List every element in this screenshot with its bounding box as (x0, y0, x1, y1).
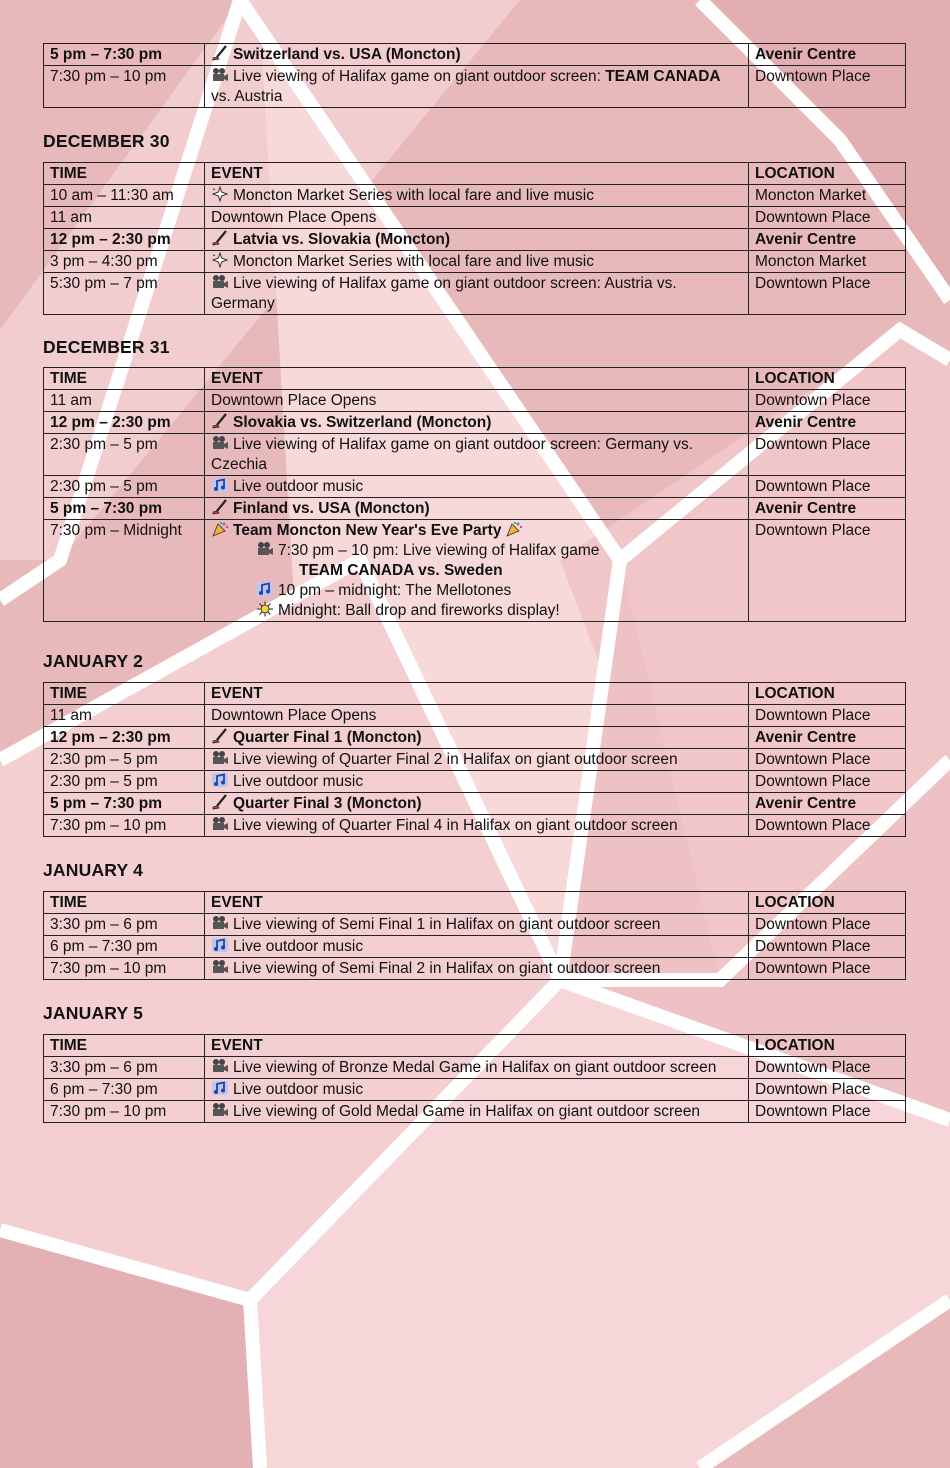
fireworks-icon (256, 601, 274, 617)
time-cell: 5 pm – 7:30 pm (44, 44, 205, 66)
event-text: Downtown Place Opens (211, 392, 377, 409)
time-cell: 3 pm – 4:30 pm (44, 251, 205, 273)
location-cell: Avenir Centre (749, 229, 906, 251)
time-cell: 3:30 pm – 6 pm (44, 914, 205, 936)
time-cell: 11 am (44, 390, 205, 412)
location-cell: Downtown Place (749, 434, 906, 476)
schedule-table-dec31 (43, 367, 906, 622)
event-cell (205, 1101, 749, 1123)
table-header-row (44, 163, 906, 185)
header-time: TIME (44, 368, 205, 390)
time-cell: 7:30 pm – 10 pm (44, 1101, 205, 1123)
header-event: EVENT (205, 683, 749, 705)
sparkle-icon (211, 252, 229, 268)
event-cell (205, 251, 749, 273)
event-cell (205, 958, 749, 980)
event-cell (205, 207, 749, 229)
event-cell (205, 476, 749, 498)
location-cell: Downtown Place (749, 815, 906, 837)
event-cell (205, 229, 749, 251)
event-text: Live outdoor music (233, 938, 364, 955)
event-text: Downtown Place Opens (211, 209, 377, 226)
event-cell (205, 936, 749, 958)
hockey-stick-icon (211, 413, 229, 429)
party-popper-icon (505, 521, 523, 537)
section-title-jan4: JANUARY 4 (43, 860, 144, 880)
table-header-row (44, 368, 906, 390)
location-cell: Downtown Place (749, 705, 906, 727)
location-cell: Downtown Place (749, 390, 906, 412)
music-note-icon (256, 581, 274, 597)
event-cell (205, 793, 749, 815)
time-cell: 7:30 pm – Midnight (44, 520, 205, 622)
header-time: TIME (44, 163, 205, 185)
event-text: Moncton Market Series with local fare and live music (233, 253, 594, 270)
event-cell (205, 412, 749, 434)
party-subitem-text: 10 pm – midnight: The Mellotones (278, 582, 512, 599)
time-cell: 11 am (44, 207, 205, 229)
time-cell: 5 pm – 7:30 pm (44, 498, 205, 520)
table-header-row (44, 1035, 906, 1057)
hockey-stick-icon (211, 728, 229, 744)
hockey-stick-icon (211, 230, 229, 246)
event-text: Quarter Final 1 (Moncton) (233, 729, 422, 746)
film-camera-icon (211, 274, 229, 290)
location-cell: Avenir Centre (749, 793, 906, 815)
table-header-row (44, 892, 906, 914)
party-title-line (211, 521, 742, 541)
schedule-table-jan2 (43, 682, 906, 837)
location-cell: Moncton Market (749, 251, 906, 273)
hockey-stick-icon (211, 499, 229, 515)
table-row (44, 815, 906, 837)
table-row (44, 705, 906, 727)
film-camera-icon (211, 816, 229, 832)
table-row (44, 229, 906, 251)
header-location: LOCATION (749, 1035, 906, 1057)
film-camera-icon (211, 915, 229, 931)
header-location: LOCATION (749, 163, 906, 185)
table-row (44, 273, 906, 315)
table-row-party (44, 520, 906, 622)
event-text: Live outdoor music (233, 773, 364, 790)
table-row (44, 251, 906, 273)
time-cell: 5:30 pm – 7 pm (44, 273, 205, 315)
table-row (44, 727, 906, 749)
location-cell: Downtown Place (749, 207, 906, 229)
event-cell (205, 44, 749, 66)
table-row (44, 936, 906, 958)
header-time: TIME (44, 1035, 205, 1057)
event-text: Live viewing of Halifax game on giant outdoor screen: Germany vs. Czechia (211, 436, 694, 473)
event-text: Switzerland vs. USA (Moncton) (233, 46, 461, 63)
film-camera-icon (211, 67, 229, 83)
event-cell (205, 727, 749, 749)
time-cell: 7:30 pm – 10 pm (44, 66, 205, 108)
event-text: Live outdoor music (233, 1081, 364, 1098)
schedule-table-jan5 (43, 1034, 906, 1123)
table-row (44, 476, 906, 498)
table-row (44, 207, 906, 229)
header-time: TIME (44, 683, 205, 705)
event-text: Slovakia vs. Switzerland (Moncton) (233, 414, 492, 431)
location-cell: Avenir Centre (749, 412, 906, 434)
location-cell: Avenir Centre (749, 727, 906, 749)
table-row (44, 434, 906, 476)
party-popper-icon (211, 521, 229, 537)
time-cell: 12 pm – 2:30 pm (44, 412, 205, 434)
event-cell (205, 705, 749, 727)
time-cell: 2:30 pm – 5 pm (44, 434, 205, 476)
film-camera-icon (211, 1058, 229, 1074)
header-event: EVENT (205, 368, 749, 390)
table-row (44, 1101, 906, 1123)
header-time: TIME (44, 892, 205, 914)
film-camera-icon (211, 435, 229, 451)
event-text: Live viewing of Gold Medal Game in Halifax on giant outdoor screen (233, 1103, 700, 1120)
event-text: vs. Austria (211, 88, 283, 105)
time-cell: 2:30 pm – 5 pm (44, 771, 205, 793)
location-cell: Avenir Centre (749, 44, 906, 66)
party-subitem-bold: TEAM CANADA vs. Sweden (299, 562, 503, 579)
time-cell: 6 pm – 7:30 pm (44, 936, 205, 958)
event-text: Live viewing of Quarter Final 4 in Halifax on giant outdoor screen (233, 817, 678, 834)
party-title: Team Moncton New Year's Eve Party (233, 522, 502, 539)
event-text: Live viewing of Quarter Final 2 in Halifax on giant outdoor screen (233, 751, 678, 768)
location-cell: Downtown Place (749, 273, 906, 315)
music-note-icon (211, 1080, 229, 1096)
location-cell: Moncton Market (749, 185, 906, 207)
time-cell: 5 pm – 7:30 pm (44, 793, 205, 815)
header-location: LOCATION (749, 892, 906, 914)
hockey-stick-icon (211, 45, 229, 61)
table-row (44, 749, 906, 771)
party-subitem-text: Midnight: Ball drop and fireworks display! (278, 602, 560, 619)
schedule-table-continued (43, 43, 906, 108)
time-cell: 3:30 pm – 6 pm (44, 1057, 205, 1079)
party-subitem (211, 541, 742, 561)
section-title-dec30: DECEMBER 30 (43, 131, 170, 151)
event-cell (205, 66, 749, 108)
table-row (44, 771, 906, 793)
table-header-row (44, 683, 906, 705)
event-text: Live viewing of Semi Final 1 in Halifax on giant outdoor screen (233, 916, 661, 933)
film-camera-icon (256, 541, 274, 557)
event-cell (205, 434, 749, 476)
table-row (44, 1057, 906, 1079)
location-cell: Downtown Place (749, 1079, 906, 1101)
time-cell: 11 am (44, 705, 205, 727)
location-cell: Downtown Place (749, 749, 906, 771)
schedule-table-dec30 (43, 162, 906, 315)
film-camera-icon (211, 959, 229, 975)
event-text-bold: TEAM CANADA (605, 68, 721, 85)
event-text: Live viewing of Semi Final 2 in Halifax on giant outdoor screen (233, 960, 661, 977)
event-cell (205, 390, 749, 412)
schedule-table-jan4 (43, 891, 906, 980)
film-camera-icon (211, 750, 229, 766)
event-cell (205, 185, 749, 207)
section-title-dec31: DECEMBER 31 (43, 337, 170, 357)
time-cell: 10 am – 11:30 am (44, 185, 205, 207)
header-event: EVENT (205, 1035, 749, 1057)
location-cell: Avenir Centre (749, 498, 906, 520)
event-cell (205, 273, 749, 315)
table-row (44, 185, 906, 207)
time-cell: 2:30 pm – 5 pm (44, 749, 205, 771)
event-cell (205, 1079, 749, 1101)
music-note-icon (211, 772, 229, 788)
event-text: Moncton Market Series with local fare and live music (233, 187, 594, 204)
party-subitem (211, 601, 742, 621)
event-text: Live viewing of Halifax game on giant outdoor screen: Austria vs. Germany (211, 275, 677, 312)
location-cell: Downtown Place (749, 476, 906, 498)
time-cell: 12 pm – 2:30 pm (44, 727, 205, 749)
table-row (44, 412, 906, 434)
location-cell: Downtown Place (749, 66, 906, 108)
time-cell: 7:30 pm – 10 pm (44, 958, 205, 980)
event-cell (205, 815, 749, 837)
time-cell: 7:30 pm – 10 pm (44, 815, 205, 837)
location-cell: Downtown Place (749, 936, 906, 958)
location-cell: Downtown Place (749, 1101, 906, 1123)
sparkle-icon (211, 186, 229, 202)
location-cell: Downtown Place (749, 771, 906, 793)
location-cell: Downtown Place (749, 958, 906, 980)
table-row (44, 1079, 906, 1101)
table-row (44, 498, 906, 520)
table-row (44, 793, 906, 815)
time-cell: 6 pm – 7:30 pm (44, 1079, 205, 1101)
event-text: Live outdoor music (233, 478, 364, 495)
header-event: EVENT (205, 163, 749, 185)
hockey-stick-icon (211, 794, 229, 810)
table-row (44, 914, 906, 936)
event-cell (205, 498, 749, 520)
event-cell (205, 914, 749, 936)
music-note-icon (211, 937, 229, 953)
event-text: Latvia vs. Slovakia (Moncton) (233, 231, 451, 248)
table-row (44, 66, 906, 108)
location-cell: Downtown Place (749, 914, 906, 936)
time-cell: 2:30 pm – 5 pm (44, 476, 205, 498)
event-cell (205, 1057, 749, 1079)
table-row (44, 958, 906, 980)
event-text: Downtown Place Opens (211, 707, 377, 724)
film-camera-icon (211, 1102, 229, 1118)
event-text: Live viewing of Bronze Medal Game in Halifax on giant outdoor screen (233, 1059, 717, 1076)
header-location: LOCATION (749, 368, 906, 390)
section-title-jan5: JANUARY 5 (43, 1003, 144, 1023)
music-note-icon (211, 477, 229, 493)
location-cell: Downtown Place (749, 1057, 906, 1079)
table-row (44, 44, 906, 66)
party-subitem (211, 581, 742, 601)
location-cell: Downtown Place (749, 520, 906, 622)
event-cell (205, 771, 749, 793)
party-subitem-text: 7:30 pm – 10 pm: Live viewing of Halifax game (278, 542, 600, 559)
header-event: EVENT (205, 892, 749, 914)
event-cell (205, 749, 749, 771)
time-cell: 12 pm – 2:30 pm (44, 229, 205, 251)
event-text: Quarter Final 3 (Moncton) (233, 795, 422, 812)
event-text: Live viewing of Halifax game on giant outdoor screen: (233, 68, 606, 85)
table-row (44, 390, 906, 412)
header-location: LOCATION (749, 683, 906, 705)
section-title-jan2: JANUARY 2 (43, 651, 144, 671)
event-text: Finland vs. USA (Moncton) (233, 500, 430, 517)
event-cell (205, 520, 749, 622)
